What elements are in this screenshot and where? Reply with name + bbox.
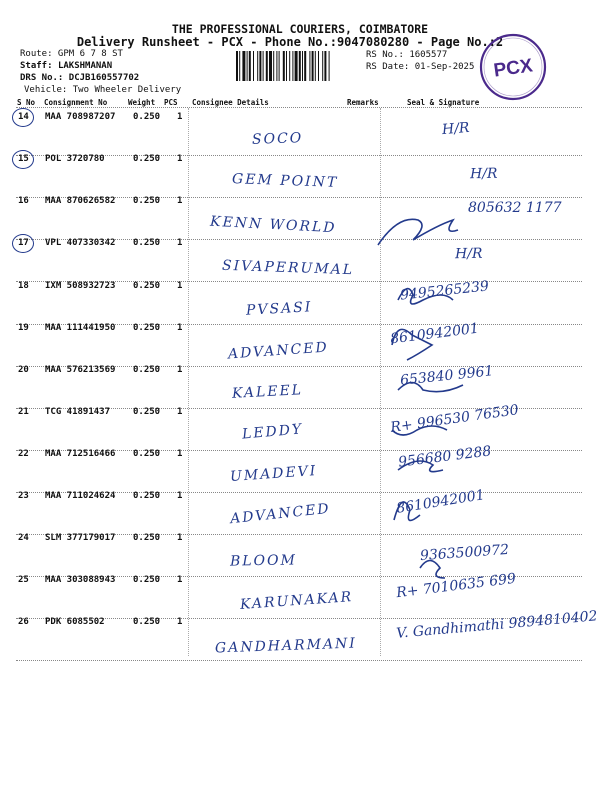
weight-value: 0.250: [133, 491, 161, 501]
runsheet-subtitle: Delivery Runsheet - PCX - Phone No.:9047080280 - Page No.:2: [76, 35, 504, 49]
signature-stroke: [420, 561, 445, 579]
weight-value: 0.250: [133, 112, 161, 122]
signature-handwriting: V. Gandhimathi 9894810402: [395, 608, 599, 642]
weight-value: 0.250: [133, 281, 161, 291]
serial-number: 19: [18, 323, 29, 333]
route-text: Route: GPM 6 7 8 ST: [20, 49, 123, 59]
signature-stroke: [392, 329, 432, 360]
serial-number: 14: [18, 112, 29, 122]
weight-value: 0.250: [133, 154, 161, 164]
signature-handwriting: 8610942001: [395, 487, 486, 517]
col-consignee: Consignee Details: [192, 98, 269, 107]
consignment-number: MAA 111441950: [45, 323, 116, 333]
consignee-handwriting: SIVAPERUMAL: [221, 257, 355, 279]
consignee-handwriting: GEM POINT: [231, 171, 339, 191]
consignee-handwriting: ADVANCED: [229, 500, 332, 528]
pieces-count: 1: [177, 617, 183, 627]
signature-handwriting: 956680 9288: [397, 443, 493, 471]
consignment-number: MAA 708987207: [45, 112, 116, 122]
col-sno: S No: [17, 98, 36, 107]
col-remarks: Remarks: [347, 98, 379, 107]
signature-handwriting: R+ 996530 76530: [389, 402, 520, 436]
consignment-number: MAA 576213569: [45, 365, 116, 375]
signature-handwriting: 9363500972: [419, 541, 510, 565]
serial-number: 20: [18, 365, 29, 375]
pieces-count: 1: [177, 449, 183, 459]
weight-value: 0.250: [133, 617, 161, 627]
pieces-count: 1: [177, 154, 183, 164]
weight-value: 0.250: [133, 365, 161, 375]
col-pcs: PCS: [164, 98, 178, 107]
pieces-count: 1: [177, 112, 183, 122]
pieces-count: 1: [177, 407, 183, 417]
signature-stroke: [398, 383, 463, 392]
pieces-count: 1: [177, 323, 183, 333]
weight-value: 0.250: [133, 449, 161, 459]
weight-value: 0.250: [133, 407, 161, 417]
consignee-handwriting: GANDHARMANI: [214, 635, 358, 657]
pieces-count: 1: [177, 196, 183, 206]
consignee-handwriting: LEDDY: [241, 421, 304, 443]
signature-handwriting: H/R: [454, 245, 483, 263]
serial-number: 21: [18, 407, 29, 417]
consignment-number: VPL 407330342: [45, 238, 116, 248]
drs-value: DCJB160557702: [68, 73, 140, 83]
weight-value: 0.250: [133, 323, 161, 333]
signature-handwriting: H/R: [469, 165, 498, 183]
pieces-count: 1: [177, 281, 183, 291]
signature-handwriting: 653840 9961: [399, 363, 495, 389]
pieces-count: 1: [177, 365, 183, 375]
consignee-handwriting: ADVANCED: [227, 339, 330, 363]
serial-number: 18: [18, 281, 29, 291]
consignment-number: TCG 41891437: [45, 407, 111, 417]
consignment-number: MAA 712516466: [45, 449, 116, 459]
consignment-number: POL 3720780: [45, 154, 105, 164]
consignee-handwriting: BLOOM: [229, 552, 298, 570]
consignee-handwriting: KALEEL: [231, 382, 304, 402]
consignee-handwriting: SOCO: [251, 130, 304, 148]
weight-value: 0.250: [133, 575, 161, 585]
consignee-handwriting: KENN WORLD: [209, 213, 337, 237]
serial-number: 15: [18, 154, 29, 164]
serial-number: 24: [18, 533, 29, 543]
consignment-number: MAA 303088943: [45, 575, 116, 585]
col-consignment: Consignment No: [44, 98, 108, 107]
signature-stroke: [378, 219, 458, 245]
serial-number: 26: [18, 617, 29, 627]
serial-number: 17: [18, 238, 29, 248]
signature-stroke: [392, 426, 447, 435]
signature-stroke: [398, 461, 443, 472]
serial-number: 22: [18, 449, 29, 459]
rs-number: RS No.: 1605577: [366, 50, 448, 60]
serial-number: 25: [18, 575, 29, 585]
weight-value: 0.250: [133, 238, 161, 248]
consignment-number: PDK 6085502: [45, 617, 105, 627]
pieces-count: 1: [177, 491, 183, 501]
signature-handwriting: R+ 7010635 699: [395, 570, 517, 602]
consignment-number: MAA 870626582: [45, 196, 116, 206]
signature-handwriting: H/R: [441, 119, 471, 139]
pieces-count: 1: [177, 533, 183, 543]
company-title: THE PROFESSIONAL COURIERS, COIMBATORE: [171, 22, 429, 36]
stamp-text: PCX: [492, 55, 535, 82]
weight-value: 0.250: [133, 533, 161, 543]
pieces-count: 1: [177, 575, 183, 585]
staff-label: Staff:: [20, 61, 58, 71]
col-signature: Seal & Signature: [407, 98, 480, 107]
consignee-handwriting: KARUNAKAR: [239, 589, 354, 613]
pieces-count: 1: [177, 238, 183, 248]
consignee-handwriting: PVSASI: [245, 299, 313, 319]
serial-number: 23: [18, 491, 29, 501]
consignment-number: MAA 711024624: [45, 491, 116, 501]
consignment-number: IXM 508932723: [45, 281, 116, 291]
signature-handwriting: 9495265239: [399, 278, 490, 304]
consignee-handwriting: UMADEVI: [229, 462, 318, 486]
col-weight: Weight: [128, 98, 156, 107]
weight-value: 0.250: [133, 196, 161, 206]
drs-label: DRS No.:: [20, 73, 69, 83]
vehicle-text: Vehicle: Two Wheeler Delivery: [24, 85, 182, 95]
rs-date: RS Date: 01-Sep-2025: [366, 62, 475, 72]
signature-stroke: [398, 289, 453, 304]
signature-stroke: [394, 502, 420, 520]
signature-handwriting: 805632 1177: [468, 200, 562, 216]
serial-number: 16: [18, 196, 29, 206]
staff-name: LAKSHMANAN: [57, 61, 113, 71]
signature-handwriting: 8610942001: [389, 320, 480, 348]
consignment-number: SLM 377179017: [45, 533, 116, 543]
